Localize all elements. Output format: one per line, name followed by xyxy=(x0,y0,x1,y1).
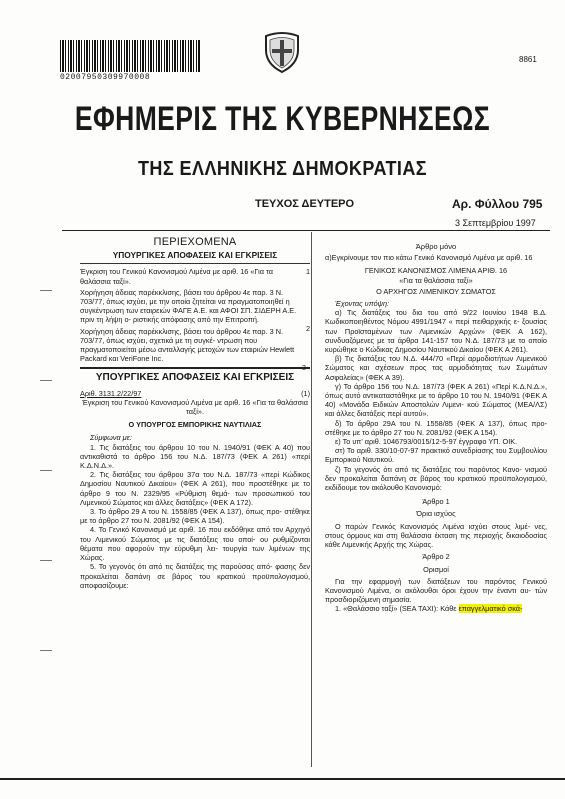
decision-ref-row xyxy=(80,389,310,398)
article-text: Για την εφαρμογή των διατάξεων του παρόντος Γενικού Κανονισμού Λιμένα, οι ακόλουθοι όροι έχουν την έναντι αυ- τών προσδιοριζόμενη σημασία. xyxy=(325,576,547,605)
definition xyxy=(325,604,547,613)
barcode-number: 02007950309970008 xyxy=(60,73,151,82)
contents-title: ΠΕΡΙΕΧΟΜΕΝΑ xyxy=(153,236,237,248)
bottom-border xyxy=(0,778,565,780)
contents-section: ΥΠΟΥΡΓΙΚΕΣ ΑΠΟΦΑΣΕΙΣ ΚΑΙ ΕΓΚΡΙΣΕΙΣ xyxy=(112,250,278,261)
paragraph: δ) Το άρθρο 29Α του Ν. 1558/85 (ΦΕΚ Α 137), όπως προ- στέθηκε με το άρθρο 27 του Ν. 2081/92 (ΦΕΚ Α 154). xyxy=(325,418,547,437)
divider xyxy=(80,367,310,369)
page-number: 8861 xyxy=(519,55,537,64)
right-column xyxy=(325,242,547,614)
toc-text: Χορήγηση άδειας παρέκκλισης, βάσει του άρθρου 4ε παρ. 3 Ν. 703/77, όπως ισχύει, με την οποία ζητείται να πραγματοποιηθεί η συγκέντρωση των εταιρειών ΦΑΓΕ Α.Ε. και ΑΦΟΙ ΣΠ. ΣΙΔΕΡΗ Α.Ε. πριν τη λήψη ο- ριστικής απόφασης από την Επιτροπή. xyxy=(80,287,297,325)
gazette-subtitle: ΤΗΣ ΕΛΛΗΝΙΚΗΣ ΔΗΜΟΚΡΑΤΙΑΣ xyxy=(137,158,428,180)
toc-text: Χορήγηση άδειας παρέκκλισης, βάσει του άρθρου 4ε παρ. 3 Ν. 703/77, όπως ισχύει, σχετικά με τη συγκέ- ντρωση που πραγματοποιείται μέσω ανταλλαγής μετοχών των εταιριών Hewlett Packard και VeriFone Inc. xyxy=(80,326,295,364)
margin-mark xyxy=(40,470,52,471)
sheet-number: Αρ. Φύλλου 795 xyxy=(452,197,543,211)
paragraph: 5. Το γεγονός ότι από τις διατάξεις της παρούσας από- φασης δεν προκαλείται δαπάνη σε βάρος του κρατικού προϋπολογισμού, αποφασίζουμε: xyxy=(80,562,310,590)
single-article: Άρθρο μόνο xyxy=(415,242,457,251)
coat-of-arms-icon xyxy=(262,30,302,74)
margin-mark xyxy=(40,290,52,291)
paragraph: στ) Το αριθ. 330/10-07-97 πρακτικό συνεδρίασης του Συμβουλίου Εμπορικού Ναυτικού. xyxy=(325,446,547,465)
section-title: ΥΠΟΥΡΓΙΚΕΣ ΑΠΟΦΑΣΕΙΣ ΚΑΙ ΕΓΚΡΙΣΕΙΣ xyxy=(95,372,295,384)
margin-mark xyxy=(40,650,52,651)
toc-page: 1 xyxy=(305,267,310,277)
reg-subtitle: «Για τα θαλάσσια ταξί» xyxy=(399,275,473,285)
having-label: Σύμφωνα με: xyxy=(90,433,132,443)
toc-text: Έγκριση του Γενικού Κανονισμού Λιμένα με αριθ. 16 «Για τα θαλάσσια ταξί». xyxy=(80,267,273,286)
paragraph: 4. Το Γενικό Κανονισμό με αριθ. 16 που εκδόθηκε από τον Αρχηγό του Λιμενικού Σώματος με τις διατάξεις του οποί- ου ρυθμίζονται θέματα που αφορούν την εύρυθμη λει- τουργία των λιμένων της Χώρας. xyxy=(80,525,310,563)
left-column xyxy=(80,238,310,590)
article-heading: Άρθρο 1 xyxy=(422,497,450,507)
toc-item xyxy=(80,287,310,333)
margin-mark xyxy=(40,380,52,381)
paragraph: 2. Τις διατάξεις του άρθρου 37α του Ν.Δ. 187/73 «περί Κώδικος Δημοσίου Ναυτικού Δικαίου» (ΦΕΚ Α 261), που προστέθηκε με το άρθρο 9 του Ν. 2329/95 «Ρύθμιση θεμά- των προσωπικού του Λιμενικού Σώματος και άλλες διατάξεις» (ΦΕΚ Α 172). xyxy=(80,470,310,507)
barcode xyxy=(60,40,200,72)
paragraph: γ) Το άρθρο 156 του Ν.Δ. 187/73 (ΦΕΚ Α 261) «Περί Κ.Δ.Ν.Δ.», όπως αυτό αντικαταστάθηκε με το άρθρο 10 του Ν. 1940/91 (ΦΕΚ Α 40) «Μονάδα Ειδικών Αποστολών Λιμενι- κού Σώματος (ΜΕΑ/ΛΣ) και άλλες διατάξεις περί αυτού». xyxy=(325,381,547,419)
highlighted-text: επαγγελματικό σκά- xyxy=(458,604,523,614)
paragraph: α) Τις διατάξεις του δια του από 9/22 Ιουνίου 1948 Β.Δ. Κωδικοποιηθέντος Νόμου 4991/1947 « περί πειθαρχικής ε- ξουσίας των Προϊσταμένων των Λιμενικών Αρχών» (ΦΕΚ Α 162), συνδυαζόμενες με τα άρθρα 141-157 του Ν.Δ. 187/73 με το οποίο κυρώθηκε ο Κώδικας Δημοσίου Ναυτικού Δικαίου (ΦΕΚ Α 261). xyxy=(325,308,547,355)
column-divider xyxy=(311,232,312,767)
article-title: Όρια ισχύος xyxy=(416,509,456,519)
having-label: Έχοντας υπόψη: xyxy=(335,299,390,309)
margin-mark xyxy=(40,560,52,561)
approve-text: α)Εγκρίνουμε τον πιο κάτω Γενικό Κανονισμό Λιμένα με αριθ. 16 xyxy=(325,253,533,263)
decision-desc: Έγκριση του Γενικού Κανονισμού Λιμένα με αριθ. 16 «Για τα θαλάσσια ταξί». xyxy=(82,397,308,417)
toc-item xyxy=(80,267,310,285)
issue-date: 3 Σεπτεμβρίου 1997 xyxy=(455,218,536,228)
article-title: Ορισμοί xyxy=(423,564,449,574)
paragraph: 1. Τις διατάξεις του άρθρου 10 του Ν. 1940/91 (ΦΕΚ Α 40) που αντικαθιστά το άρθρο 156 του Ν.Δ. 187/73 (ΦΕΚ Α 261) «περί Κ.Δ.Ν.Δ.». xyxy=(80,442,310,471)
definition-start: 1. «Θαλάσσιο ταξί» (SEA TAXI): Κάθε xyxy=(335,604,457,614)
reg-title: ΓΕΝΙΚΟΣ ΚΑΝΟΝΙΣΜΟΣ ΛΙΜΕΝΑ ΑΡΙΘ. 16 xyxy=(364,266,508,276)
chief-heading: Ο ΑΡΧΗΓΟΣ ΛΙΜΕΝΙΚΟΥ ΣΩΜΑΤΟΣ xyxy=(376,286,496,296)
paragraph: β) Τις διατάξεις του Ν.Δ. 444/70 «Περί αρμοδιοτήτων Λιμενικού Σώματος και σχέσεων προς τας αρμοδιότητας των Σωμάτων Ασφαλείας» (ΦΕΚ Α 39). xyxy=(325,354,547,382)
minister-heading: Ο ΥΠΟΥΡΓΟΣ ΕΜΠΟΡΙΚΗΣ ΝΑΥΤΙΛΙΑΣ xyxy=(128,420,262,430)
header-divider xyxy=(62,230,550,231)
divider xyxy=(80,263,310,264)
decision-ref: Αριθ. 3131.2/22/97 xyxy=(80,388,142,398)
gazette-title: ΕΦΗΜΕΡΙΣ ΤΗΣ ΚΥΒΕΡΝΗΣΕΩΣ xyxy=(74,100,491,138)
paragraph: ε) Το υπ' αριθ. 1046793/0015/12-5-97 έγγραφο ΥΠ. ΟΙΚ. xyxy=(335,437,518,447)
paragraph: ζ) Το γεγονός ότι από τις διατάξεις του παρόντος Κανο- νισμού δεν προκαλείται δαπάνη σε βάρος του κρατικού προϋπολογισμού, εκδίδουμε τον ακόλουθο Κανονισμό: xyxy=(325,464,547,493)
toc-page: 3 xyxy=(301,362,306,372)
issue-series: ΤΕΥΧΟΣ ΔΕΥΤΕΡΟ xyxy=(255,198,355,210)
paragraph: 3. Το άρθρο 29 Α του Ν. 1558/85 (ΦΕΚ Α 137), όπως προ- στέθηκε με το άρθρο 27 του Ν. 2081/92 (ΦΕΚ Α 154). xyxy=(80,507,310,526)
article-text: Ο παρών Γενικός Κανονισμός Λιμένα ισχύει στους λιμέ- νες, στους όρμους και στη θαλάσσια έκταση της περιοχής δικαιοδοσίας κάθε Λιμενικής Αρχής της Χώρας. xyxy=(325,521,547,550)
article-heading: Άρθρο 2 xyxy=(422,552,450,562)
toc-item xyxy=(80,326,310,372)
toc-page: 2 xyxy=(305,323,310,333)
decision-ref-no: (1) xyxy=(301,388,310,398)
